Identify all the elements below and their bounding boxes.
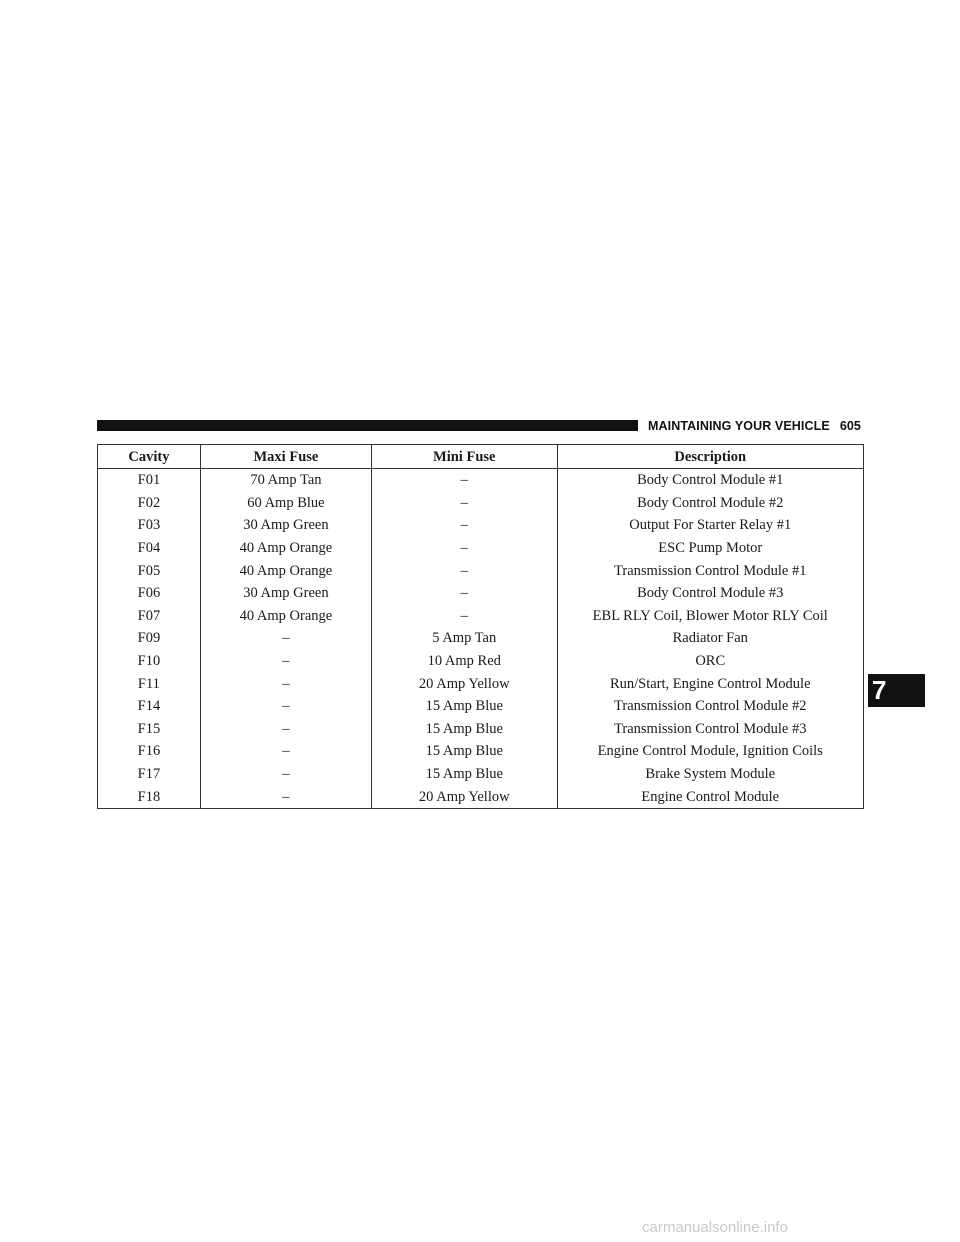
- cavity-cell: F10: [137, 653, 161, 670]
- maxi-fuse-cell: 40 Amp Orange: [200, 559, 371, 582]
- description-cell: Brake System Module: [557, 763, 864, 786]
- table-row: [98, 582, 864, 605]
- maxi-fuse-cell: –: [200, 627, 371, 650]
- description-cell: EBL RLY Coil, Blower Motor RLY Coil: [557, 605, 864, 628]
- mini-fuse-cell: –: [372, 582, 558, 605]
- cavity-cell: F01: [137, 472, 161, 489]
- cavity-cell: F04: [137, 540, 161, 557]
- cavity-cell: F16: [137, 743, 161, 760]
- description-cell: Run/Start, Engine Control Module: [557, 672, 864, 695]
- mini-fuse-cell: 15 Amp Blue: [372, 763, 558, 786]
- column-header-description: Description: [557, 445, 864, 469]
- table-row: [98, 650, 864, 673]
- maxi-fuse-cell: –: [200, 763, 371, 786]
- mini-fuse-cell: 10 Amp Red: [372, 650, 558, 673]
- mini-fuse-cell: 15 Amp Blue: [372, 740, 558, 763]
- table-row: [98, 605, 864, 628]
- maxi-fuse-cell: –: [200, 740, 371, 763]
- maxi-fuse-cell: 30 Amp Green: [200, 582, 371, 605]
- mini-fuse-cell: 15 Amp Blue: [372, 718, 558, 741]
- fuse-table: [97, 444, 864, 809]
- maxi-fuse-cell: 40 Amp Orange: [200, 605, 371, 628]
- table-row: [98, 514, 864, 537]
- cavity-cell: F02: [137, 494, 161, 511]
- description-cell: ESC Pump Motor: [557, 537, 864, 560]
- header-rule: [97, 420, 638, 431]
- chapter-tab: 7: [868, 674, 925, 707]
- table-header-row: [98, 445, 864, 469]
- cavity-cell: F06: [137, 585, 161, 602]
- cavity-cell: F07: [137, 607, 161, 624]
- column-header-maxi-fuse: Maxi Fuse: [200, 445, 371, 469]
- maxi-fuse-cell: 60 Amp Blue: [200, 492, 371, 515]
- maxi-fuse-cell: –: [200, 650, 371, 673]
- mini-fuse-cell: –: [372, 537, 558, 560]
- table-row: [98, 672, 864, 695]
- maxi-fuse-cell: 40 Amp Orange: [200, 537, 371, 560]
- cavity-cell: F14: [137, 698, 161, 715]
- mini-fuse-cell: –: [372, 559, 558, 582]
- running-header: [648, 418, 861, 434]
- mini-fuse-cell: 15 Amp Blue: [372, 695, 558, 718]
- maxi-fuse-cell: –: [200, 718, 371, 741]
- maxi-fuse-cell: –: [200, 695, 371, 718]
- cavity-cell: F09: [137, 630, 161, 647]
- table-row: [98, 740, 864, 763]
- table-row: [98, 785, 864, 808]
- description-cell: Transmission Control Module #2: [557, 695, 864, 718]
- table-row: [98, 559, 864, 582]
- description-cell: Transmission Control Module #1: [557, 559, 864, 582]
- description-cell: Body Control Module #3: [557, 582, 864, 605]
- watermark: carmanualsonline.info: [642, 1219, 788, 1236]
- table-row: [98, 537, 864, 560]
- column-header-mini-fuse: Mini Fuse: [372, 445, 558, 469]
- description-cell: Output For Starter Relay #1: [557, 514, 864, 537]
- mini-fuse-cell: –: [372, 605, 558, 628]
- cavity-cell: F05: [137, 562, 161, 579]
- maxi-fuse-cell: –: [200, 785, 371, 808]
- mini-fuse-cell: –: [372, 469, 558, 492]
- description-cell: Engine Control Module: [557, 785, 864, 808]
- cavity-cell: F15: [137, 720, 161, 737]
- section-title: MAINTAINING YOUR VEHICLE: [648, 419, 830, 433]
- description-cell: ORC: [557, 650, 864, 673]
- column-header-cavity: Cavity: [98, 445, 201, 469]
- description-cell: Transmission Control Module #3: [557, 718, 864, 741]
- description-cell: Body Control Module #2: [557, 492, 864, 515]
- table-row: [98, 469, 864, 492]
- description-cell: Radiator Fan: [557, 627, 864, 650]
- cavity-cell: F11: [137, 675, 160, 692]
- mini-fuse-cell: 20 Amp Yellow: [372, 672, 558, 695]
- page-number: 605: [839, 419, 861, 433]
- table-row: [98, 763, 864, 786]
- mini-fuse-cell: –: [372, 492, 558, 515]
- mini-fuse-cell: 5 Amp Tan: [372, 627, 558, 650]
- cavity-cell: F17: [137, 766, 161, 783]
- description-cell: Engine Control Module, Ignition Coils: [557, 740, 864, 763]
- table-row: [98, 718, 864, 741]
- cavity-cell: F18: [137, 788, 161, 805]
- mini-fuse-cell: –: [372, 514, 558, 537]
- table-row: [98, 695, 864, 718]
- maxi-fuse-cell: 30 Amp Green: [200, 514, 371, 537]
- table-row: [98, 492, 864, 515]
- mini-fuse-cell: 20 Amp Yellow: [372, 785, 558, 808]
- maxi-fuse-cell: 70 Amp Tan: [200, 469, 371, 492]
- table-body: [98, 469, 864, 809]
- table-row: [98, 627, 864, 650]
- maxi-fuse-cell: –: [200, 672, 371, 695]
- cavity-cell: F03: [137, 517, 161, 534]
- description-cell: Body Control Module #1: [557, 469, 864, 492]
